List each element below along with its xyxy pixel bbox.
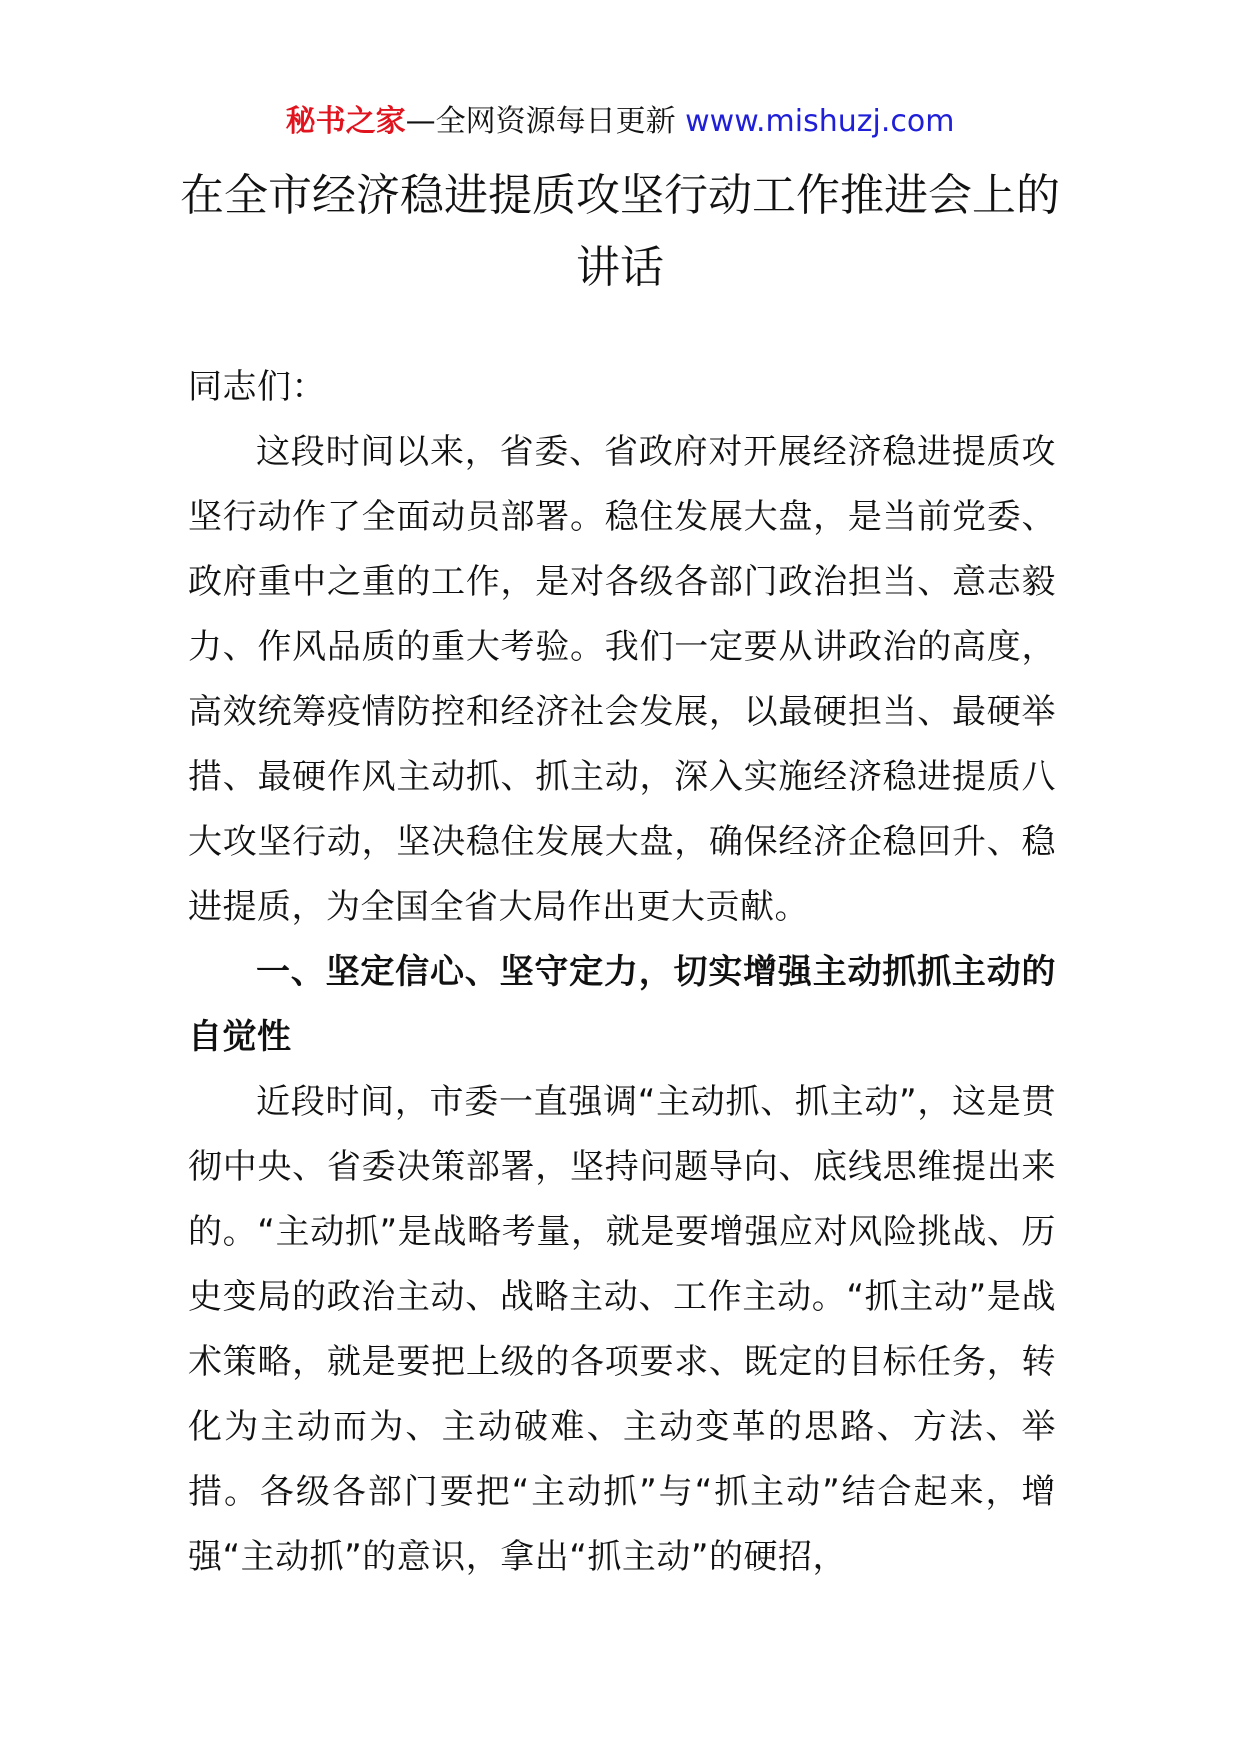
section-paragraph: 近段时间，市委一直强调“主动抓、抓主动”，这是贯彻中央、省委决策部署，坚持问题导向、底线思维提出来的。“主动抓”是战略考量，就是要增强应对风险挑战、历史变局的政治主动、战略主动、工作主动。“抓主动”是战术策略，就是要把上级的各项要求、既定的目标任务，转化为主动而为、主动破难、主动变革的思路、方法、举措。各级各部门要把“主动抓”与“抓主动”结合起来，增强“主动抓”的意识，拿出“抓主动”的硬招， — [188, 1082, 1056, 1577]
site-name: 秘书之家 — [285, 104, 406, 139]
site-tagline: —全网资源每日更新 — [405, 104, 686, 139]
document-body — [188, 355, 1056, 1590]
document-title: 在全市经济稳进提质攻坚行动工作推进会上的讲话 — [180, 170, 1060, 293]
section-heading: 一、坚定信心、坚守定力，切实增强主动抓抓主动的自觉性 — [188, 952, 1056, 1057]
site-url[interactable]: www.mishuzj.com — [685, 104, 955, 139]
watermark-header — [0, 100, 1240, 144]
intro-paragraph: 这段时间以来，省委、省政府对开展经济稳进提质攻坚行动作了全面动员部署。稳住发展大盘，是当前党委、政府重中之重的工作，是对各级各部门政治担当、意志毅力、作风品质的重大考验。我们一定要从讲政治的高度，高效统筹疫情防控和经济社会发展，以最硬担当、最硬举措、最硬作风主动抓、抓主动，深入实施经济稳进提质八大攻坚行动，坚决稳住发展大盘，确保经济企稳回升、稳进提质，为全国全省大局作出更大贡献。 — [188, 432, 1056, 927]
salutation: 同志们： — [188, 367, 326, 407]
